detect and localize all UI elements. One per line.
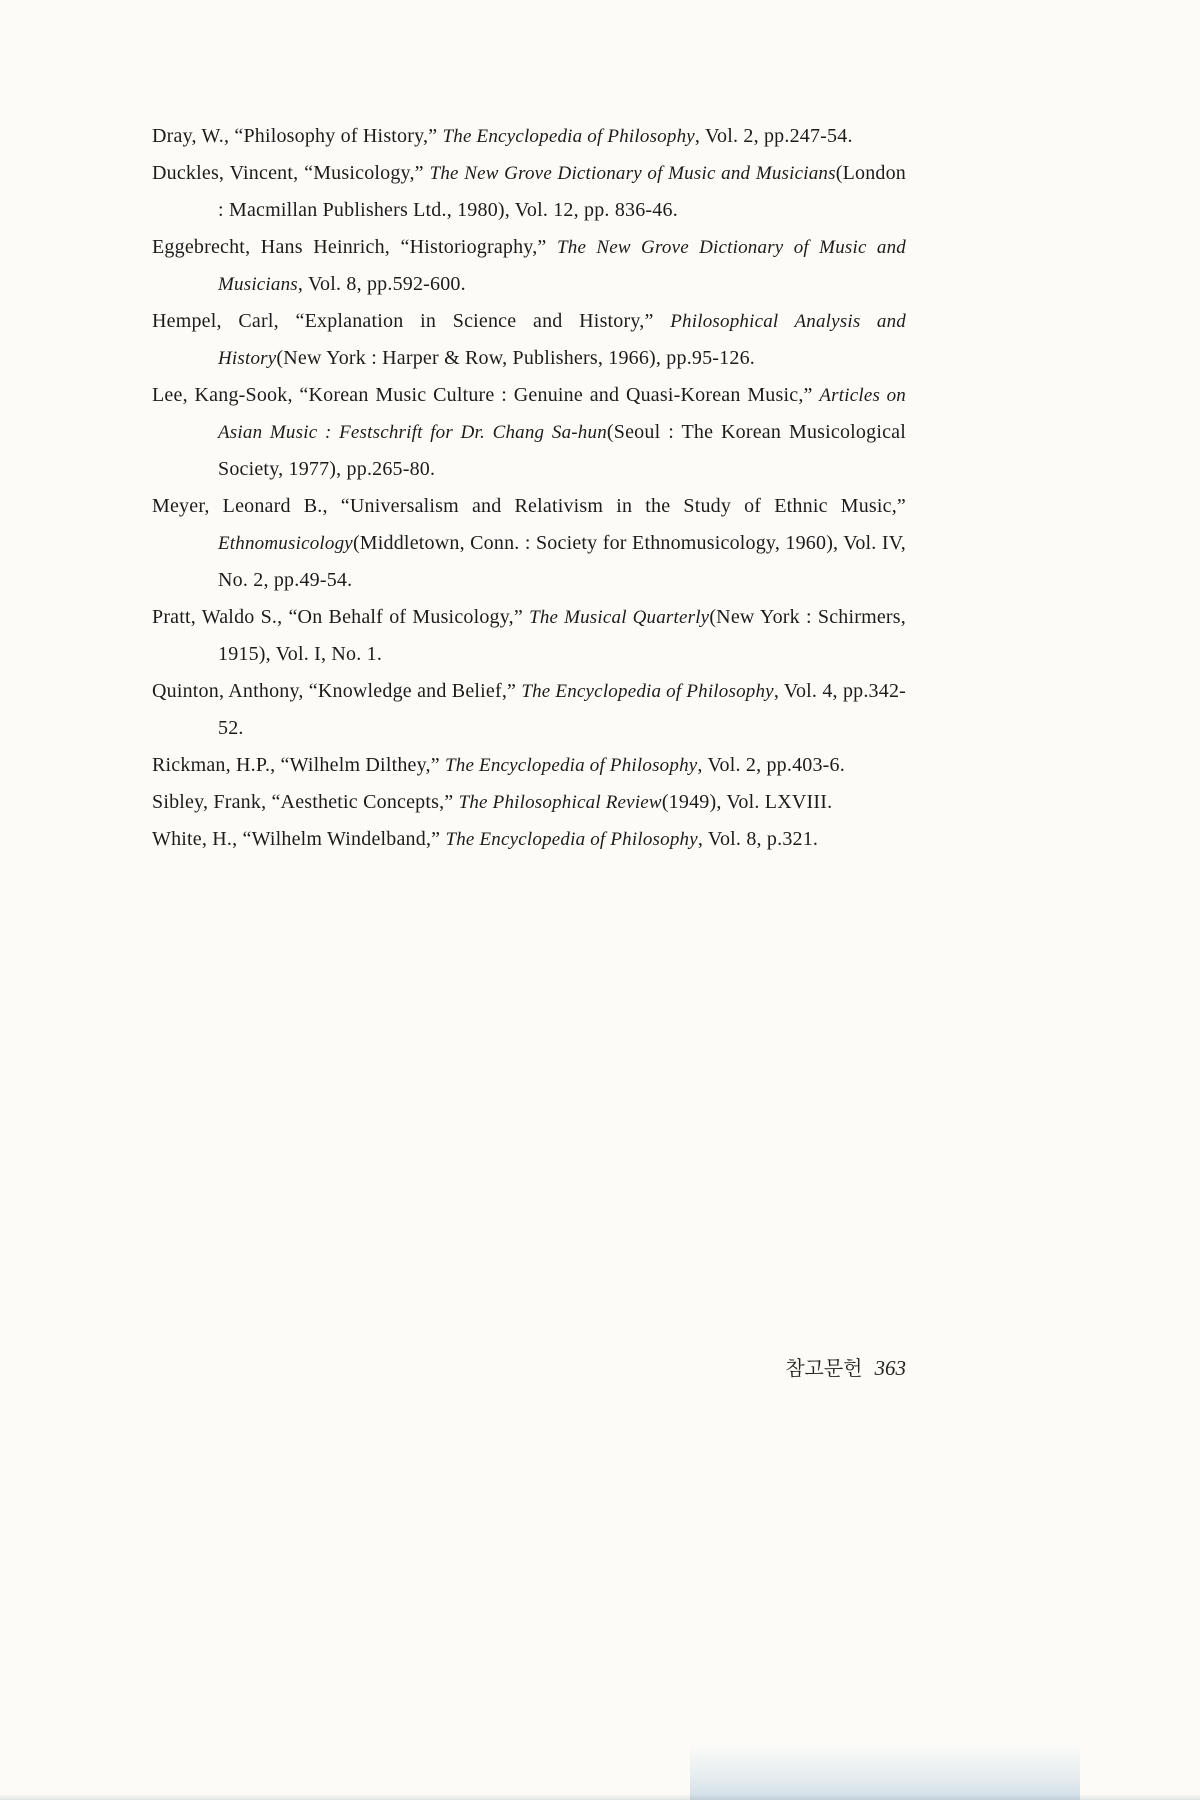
work-title: The New Grove Dictionary of Music and Musicians	[429, 163, 836, 184]
entry-text: , Vol. 2, pp.247-54.	[694, 125, 853, 147]
entry-text: (Middletown, Conn. : Society for Ethnomusicology, 1960), Vol. IV, No. 2, pp.49-54.	[218, 532, 906, 591]
entry-text: , Vol. 8, p.321.	[697, 828, 819, 850]
entry-text: Duckles, Vincent, “Musicology,”	[152, 162, 430, 184]
entry-text: , Vol. 4, pp.342-52.	[218, 680, 907, 739]
bibliography-entry	[152, 599, 906, 673]
bibliography-entry	[152, 821, 906, 858]
entry-text: Lee, Kang-Sook, “Korean Music Culture : Genuine and Quasi-Korean Music,”	[152, 384, 820, 406]
work-title: Philosophical Analysis and History	[218, 311, 906, 369]
bibliography-entry	[152, 747, 906, 784]
bibliography-entry	[152, 155, 906, 229]
work-title: The Encyclopedia of Philosophy	[444, 755, 698, 776]
entry-text: (New York : Harper & Row, Publishers, 1966), pp.95-126.	[276, 347, 755, 369]
entry-text: (1949), Vol. LXVIII.	[661, 791, 833, 813]
scan-artifact-shade	[690, 1745, 1080, 1800]
work-title: The New Grove Dictionary of Music and Musicians	[218, 237, 906, 295]
entry-text: White, H., “Wilhelm Windelband,”	[152, 828, 446, 850]
bibliography-entry	[152, 118, 906, 155]
bibliography-entry	[152, 784, 906, 821]
work-title: Ethnomusicology	[218, 533, 353, 554]
entry-text: , Vol. 8, pp.592-600.	[297, 273, 466, 295]
footer-page-number: 363	[874, 1356, 906, 1380]
entry-text: Sibley, Frank, “Aesthetic Concepts,”	[152, 791, 459, 813]
entry-text: (New York : Schirmers, 1915), Vol. I, No. 1.	[218, 606, 906, 665]
bibliography-entry	[152, 377, 906, 488]
scan-artifact-edge	[0, 1794, 1200, 1800]
work-title: The Encyclopedia of Philosophy	[442, 126, 695, 147]
bibliography-list	[152, 118, 906, 858]
entry-text: Meyer, Leonard B., “Universalism and Relativism in the Study of Ethnic Music,”	[152, 495, 906, 517]
work-title: Articles on Asian Music : Festschrift for Dr. Chang Sa-hun	[218, 385, 906, 443]
entry-text: Hempel, Carl, “Explanation in Science and History,”	[152, 310, 671, 332]
footer-section-label: 참고문헌	[785, 1358, 863, 1380]
entry-text: Quinton, Anthony, “Knowledge and Belief,”	[152, 680, 522, 702]
entry-text: (Seoul : The Korean Musicological Society, 1977), pp.265-80.	[218, 421, 906, 480]
entry-text: (London : Macmillan Publishers Ltd., 1980), Vol. 12, pp. 836-46.	[218, 162, 907, 221]
bibliography-entry	[152, 673, 906, 747]
entry-text: , Vol. 2, pp.403-6.	[697, 754, 845, 776]
work-title: The Musical Quarterly	[529, 607, 710, 628]
entry-text: Eggebrecht, Hans Heinrich, “Historiography,”	[152, 236, 558, 258]
bibliography-entry	[152, 303, 906, 377]
work-title: The Encyclopedia of Philosophy	[521, 681, 774, 702]
work-title: The Encyclopedia of Philosophy	[445, 829, 698, 850]
entry-text: Rickman, H.P., “Wilhelm Dilthey,”	[152, 754, 445, 776]
page-footer	[152, 1352, 906, 1381]
entry-text: Pratt, Waldo S., “On Behalf of Musicology,”	[152, 606, 530, 628]
entry-text: Dray, W., “Philosophy of History,”	[152, 125, 443, 147]
bibliography-entry	[152, 488, 906, 599]
work-title: The Philosophical Review	[458, 792, 662, 813]
bibliography-entry	[152, 229, 906, 303]
